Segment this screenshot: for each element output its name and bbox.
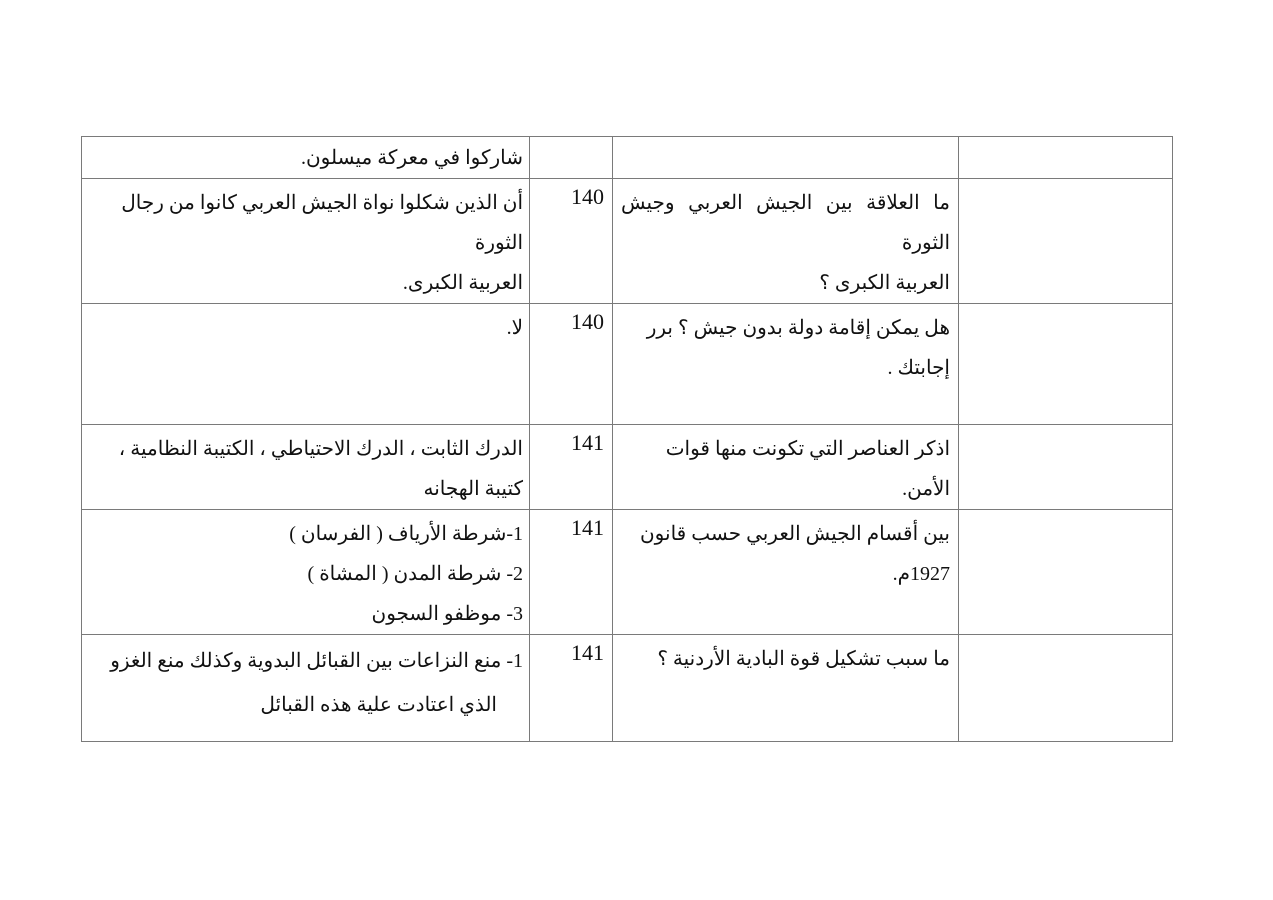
question-line: العربية الكبرى ؟ <box>819 272 950 294</box>
answer-line: العربية الكبرى. <box>402 272 523 294</box>
blank-cell <box>959 510 1173 635</box>
question-line: هل يمكن إقامة دولة بدون جيش ؟ برر <box>646 317 950 339</box>
question-line: الأمن. <box>902 478 950 500</box>
answer-line: 2- شرطة المدن ( المشاة ) <box>307 563 523 585</box>
page-number: 141 <box>571 640 604 665</box>
answer-cell <box>82 304 530 425</box>
page-number: 141 <box>571 515 604 540</box>
question-line: اذكر العناصر التي تكونت منها قوات <box>665 438 950 460</box>
blank-cell <box>959 425 1173 510</box>
blank-cell <box>959 137 1173 179</box>
answer-line: 3- موظفو السجون <box>371 603 523 625</box>
page-cell <box>530 425 613 510</box>
table-row <box>82 304 1173 425</box>
answer-cell <box>82 425 530 510</box>
question-line: 1927م. <box>892 563 950 585</box>
question-cell <box>613 179 959 304</box>
page-cell <box>530 179 613 304</box>
answer-line: الدرك الثابت ، الدرك الاحتياطي ، الكتيبة النظامية ، <box>118 438 523 460</box>
table-row <box>82 179 1173 304</box>
table-row <box>82 137 1173 179</box>
page-cell <box>530 137 613 179</box>
question-cell <box>613 304 959 425</box>
question-cell <box>613 510 959 635</box>
question-cell <box>613 635 959 742</box>
answer-cell <box>82 179 530 304</box>
answer-line: شاركوا في معركة ميسلون. <box>300 147 523 169</box>
answer-cell <box>82 635 530 742</box>
question-line: ما سبب تشكيل قوة البادية الأردنية ؟ <box>657 648 950 670</box>
question-line: ما العلاقة بين الجيش العربي وجيش الثورة <box>621 192 950 254</box>
blank-cell <box>959 635 1173 742</box>
qa-table <box>81 136 1173 742</box>
page-number <box>530 137 612 141</box>
blank-cell <box>959 304 1173 425</box>
table-row <box>82 425 1173 510</box>
page-cell <box>530 304 613 425</box>
question-cell <box>613 425 959 510</box>
answer-line: 1-شرطة الأرياف ( الفرسان ) <box>289 523 523 545</box>
page-number: 141 <box>571 430 604 455</box>
answer-line: 1- منع النزاعات بين القبائل البدوية وكذلك منع الغزو <box>110 650 523 672</box>
answer-cell <box>82 510 530 635</box>
answer-line: الذي اعتادت علية هذه القبائل <box>260 694 497 716</box>
answer-cell <box>82 137 530 179</box>
table-row <box>82 510 1173 635</box>
answer-line: أن الذين شكلوا نواة الجيش العربي كانوا من رجال الثورة <box>121 192 523 254</box>
page-cell <box>530 635 613 742</box>
answer-line: لا. <box>506 317 523 339</box>
blank-cell <box>959 179 1173 304</box>
table-row <box>82 635 1173 742</box>
question-line: بين أقسام الجيش العربي حسب قانون <box>639 523 950 545</box>
page-cell <box>530 510 613 635</box>
page-number: 140 <box>571 184 604 209</box>
question-line: إجابتك . <box>887 357 950 379</box>
page-number: 140 <box>571 309 604 334</box>
question-cell <box>613 137 959 179</box>
answer-line: كتيبة الهجانه <box>423 478 523 500</box>
